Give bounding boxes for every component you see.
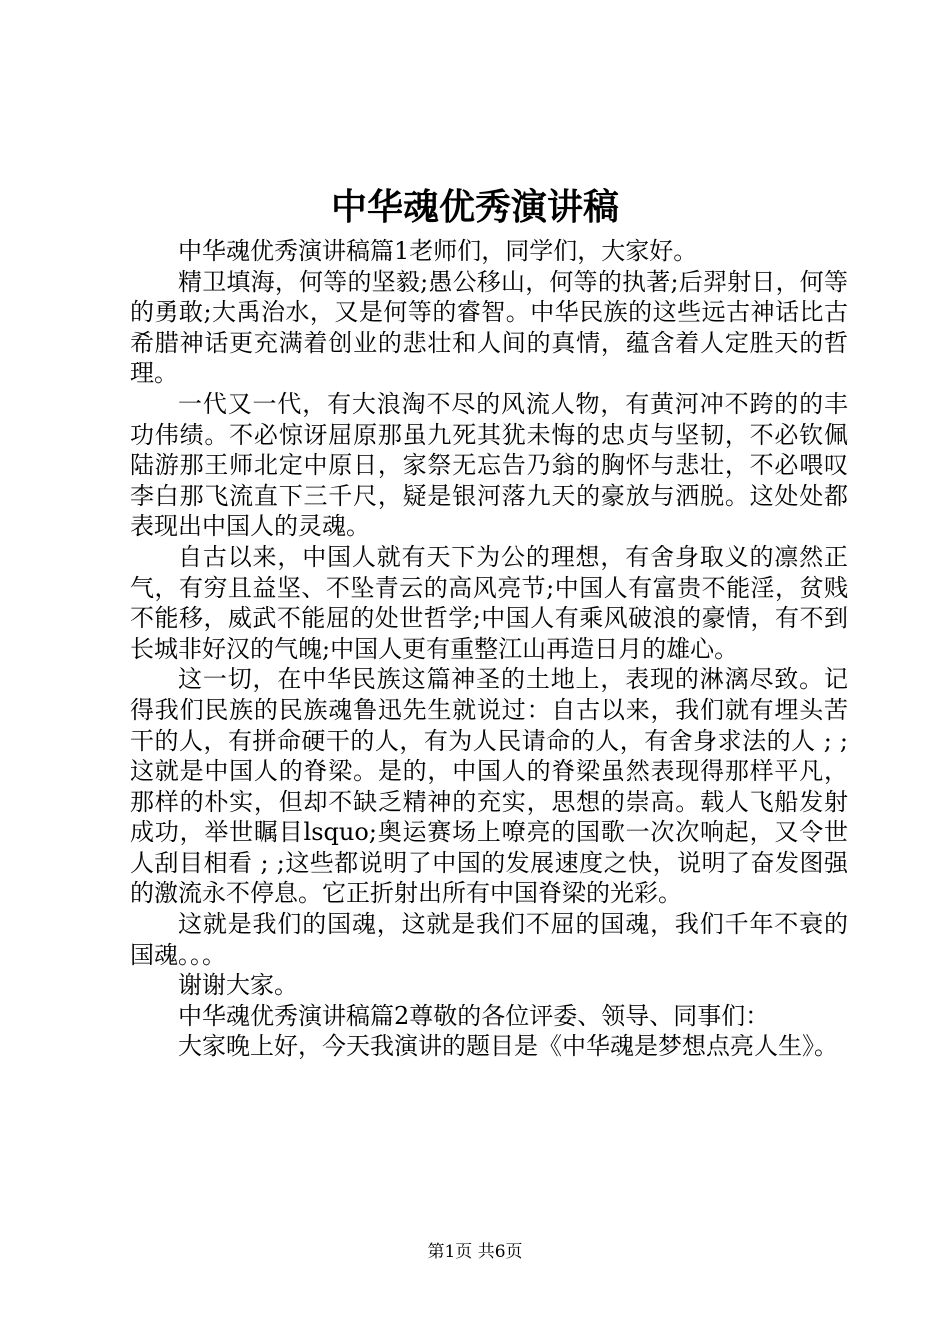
paragraph: 自古以来，中国人就有天下为公的理想，有舍身取义的凛然正气，有穷且益坚、不坠青云的高风亮节;中国人有富贵不能淫，贫贱不能移，威武不能屈的处世哲学;中国人有乘风破浪的豪情，有不到长城非好汉的气魄;中国人更有重整江山再造日月的雄心。 [130, 542, 848, 663]
paragraph: 谢谢大家。 [178, 971, 298, 1000]
paragraph: 一代又一代，有大浪淘不尽的风流人物，有黄河冲不跨的的丰功伟绩。不必惊讶屈原那虽九死其犹未悔的忠贞与坚韧，不必钦佩陆游那王师北定中原日，家祭无忘告乃翁的胸怀与悲壮，不必喂叹李白那飞流直下三千尺，疑是银河落九天的豪放与洒脱。这处处都表现出中国人的灵魂。 [130, 389, 848, 541]
document-title: 中华魂优秀演讲稿 [330, 186, 619, 228]
document-body [130, 236, 848, 1062]
paragraph: 中华魂优秀演讲稿篇1老师们，同学们，大家好。 [178, 237, 698, 265]
paragraph: 这就是我们的国魂，这就是我们不屈的国魂，我们千年不衰的国魂。。。 [130, 910, 848, 969]
paragraph: 中华魂优秀演讲稿篇2尊敬的各位评委、领导、同事们： [178, 1001, 770, 1030]
paragraph: 精卫填海，何等的坚毅;愚公移山，何等的执著;后羿射日，何等的勇敢;大禹治水，又是何等的睿智。中华民族的这些远古神话比古希腊神话更充满着创业的悲壮和人间的真情，蕴含着人定胜天的哲理。 [130, 267, 848, 388]
paragraph: 这一切，在中华民族这篇神圣的土地上，表现的淋漓尽致。记得我们民族的民族魂鲁迅先生就说过：自古以来，我们就有埋头苦干的人，有拼命硬干的人，有为人民请命的人，有舍身求法的人 ; ;这就是中国人的脊梁。是的，中国人的脊梁虽然表现得那样平凡，那样的朴实，但却不缺乏精神的充实，思想的崇高。载人飞船发射成功，举世瞩目lsquo;奥运赛场上嘹亮的国歌一次次响起，又令世人刮目相看 ; ;这些都说明了中国的发展速度之快，说明了奋发图强的激流永不停息。它正折射出所有中国脊梁的光彩。 [130, 665, 848, 908]
paragraph: 大家晚上好，今天我演讲的题目是《中华魂是梦想点亮人生》。 [178, 1032, 838, 1061]
page-footer: 第1页 共6页 [427, 1242, 523, 1262]
